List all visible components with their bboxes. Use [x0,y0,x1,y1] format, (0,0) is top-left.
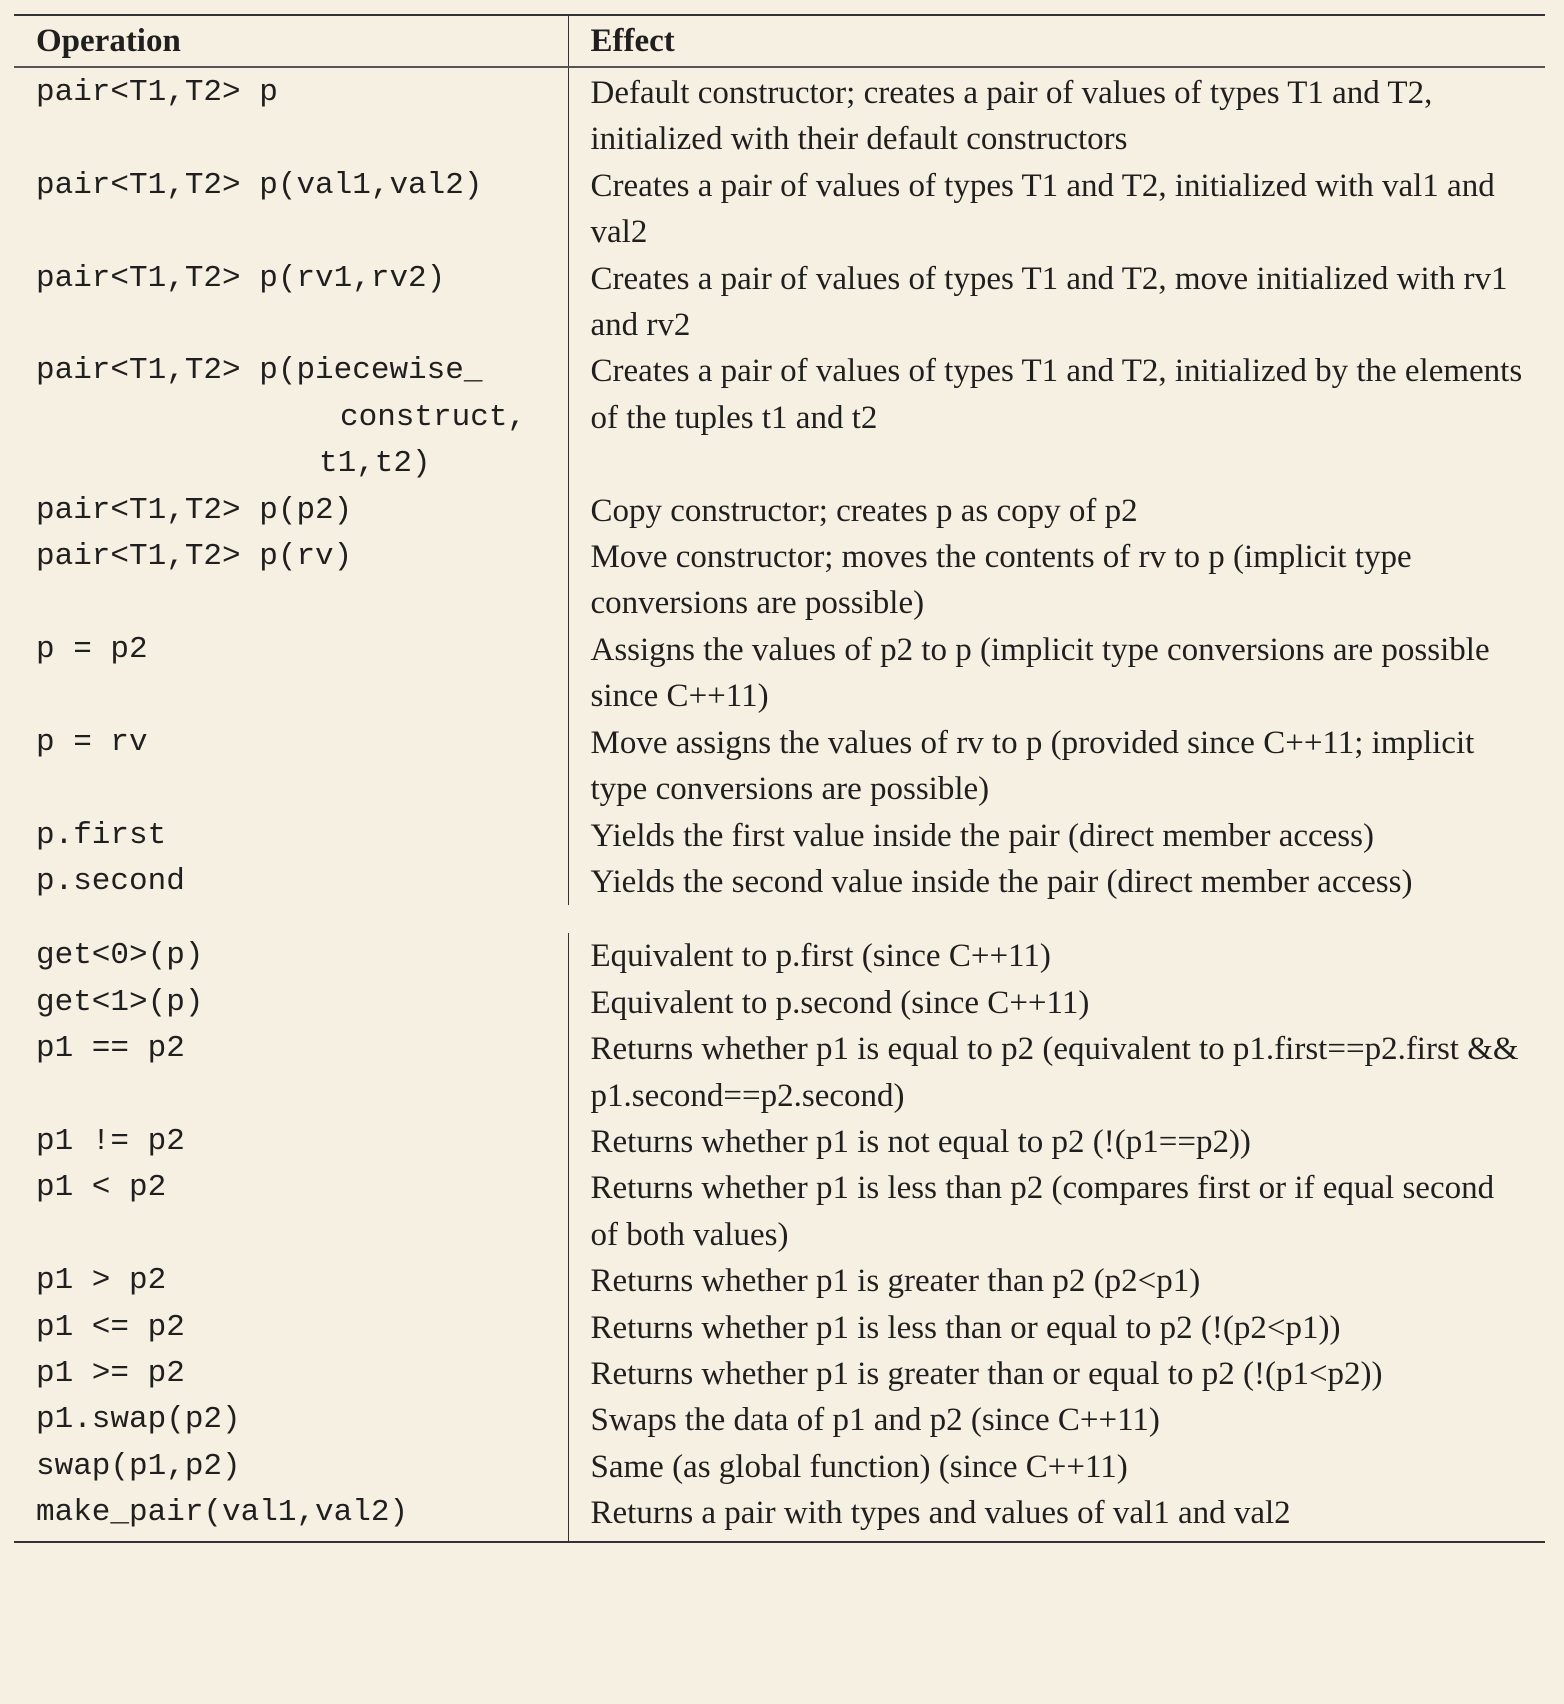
effect-cell: Returns whether p1 is less than p2 (compares first or if equal second of both values) [568,1165,1545,1258]
table-row [14,163,1545,256]
pair-operations-table-container [14,14,1545,1543]
table-row [14,1258,1545,1304]
operation-cell: get<1>(p) [36,984,204,1020]
operation-cell: p1 == p2 [36,1031,185,1067]
table-row [14,1119,1545,1165]
operation-line: pair<T1,T2> p(piecewise_ [36,353,483,389]
effect-cell: Returns a pair with types and values of val1 and val2 [568,1490,1545,1541]
operation-cell: swap(p1,p2) [36,1448,241,1484]
operation-cell: p1.swap(p2) [36,1402,241,1438]
effect-cell: Equivalent to p.second (since C++11) [568,980,1545,1026]
table-row [14,1165,1545,1258]
effect-cell: Equivalent to p.first (since C++11) [568,933,1545,979]
operation-cell: p.second [36,863,185,899]
header-operation: Operation [14,15,568,67]
effect-cell: Creates a pair of values of types T1 and T2, initialized with val1 and val2 [568,163,1545,256]
table-row [14,813,1545,859]
effect-cell: Creates a pair of values of types T1 and T2, initialized by the elements of the tuples t1 and t2 [568,348,1545,487]
table-row [14,1305,1545,1351]
table-row [14,67,1545,163]
table-row [14,627,1545,720]
operation-cell: p1 < p2 [36,1170,167,1206]
operation-cell: p.first [36,817,167,853]
operation-cell: p1 <= p2 [36,1309,185,1345]
operation-cell: p1 != p2 [36,1123,185,1159]
operation-cell: p1 > p2 [36,1263,167,1299]
table-row [14,256,1545,349]
operation-line: construct, [340,399,527,435]
effect-cell: Same (as global function) (since C++11) [568,1444,1545,1490]
effect-cell: Creates a pair of values of types T1 and T2, move initialized with rv1 and rv2 [568,256,1545,349]
effect-cell: Returns whether p1 is equal to p2 (equivalent to p1.first==p2.first && p1.second==p2.second) [568,1026,1545,1119]
header-row [14,15,1545,67]
operation-cell [14,348,568,487]
table-row [14,980,1545,1026]
table-row [14,1351,1545,1397]
table-row [14,1397,1545,1443]
operation-cell: pair<T1,T2> p(rv1,rv2) [36,260,446,296]
effect-cell: Move assigns the values of rv to p (provided since C++11; implicit type conversions are possible) [568,720,1545,813]
operation-cell: pair<T1,T2> p [36,75,278,110]
table-row [14,933,1545,979]
effect-cell: Assigns the values of p2 to p (implicit type conversions are possible since C++11) [568,627,1545,720]
table-row [14,1490,1545,1541]
table-row [14,859,1545,905]
effect-cell: Returns whether p1 is greater than p2 (p2<p1) [568,1258,1545,1304]
effect-cell: Yields the first value inside the pair (direct member access) [568,813,1545,859]
pair-operations-table [14,14,1545,1543]
effect-cell: Copy constructor; creates p as copy of p2 [568,488,1545,534]
effect-cell: Move constructor; moves the contents of rv to p (implicit type conversions are possible) [568,534,1545,627]
operation-cell: pair<T1,T2> p(p2) [36,492,353,528]
operation-line: t1,t2) [319,446,431,482]
effect-cell: Default constructor; creates a pair of values of types T1 and T2, initialized with their default constructors [568,67,1545,163]
table-row [14,1026,1545,1119]
operation-cell: p = rv [36,724,148,760]
operation-cell: get<0>(p) [36,938,204,974]
operation-cell: pair<T1,T2> p(val1,val2) [36,167,483,203]
group-separator [14,905,1545,933]
effect-cell: Returns whether p1 is less than or equal to p2 (!(p2<p1)) [568,1305,1545,1351]
effect-cell: Yields the second value inside the pair (direct member access) [568,859,1545,905]
table-row [14,720,1545,813]
operation-cell: p = p2 [36,631,148,667]
effect-cell: Returns whether p1 is not equal to p2 (!(p1==p2)) [568,1119,1545,1165]
table-row [14,1444,1545,1490]
table-row [14,348,1545,487]
effect-cell: Swaps the data of p1 and p2 (since C++11) [568,1397,1545,1443]
operation-cell: pair<T1,T2> p(rv) [36,539,353,575]
header-effect: Effect [568,15,1545,67]
table-row [14,488,1545,534]
operation-cell: p1 >= p2 [36,1355,185,1391]
effect-cell: Returns whether p1 is greater than or equal to p2 (!(p1<p2)) [568,1351,1545,1397]
table-row [14,534,1545,627]
operation-cell: make_pair(val1,val2) [36,1495,409,1531]
